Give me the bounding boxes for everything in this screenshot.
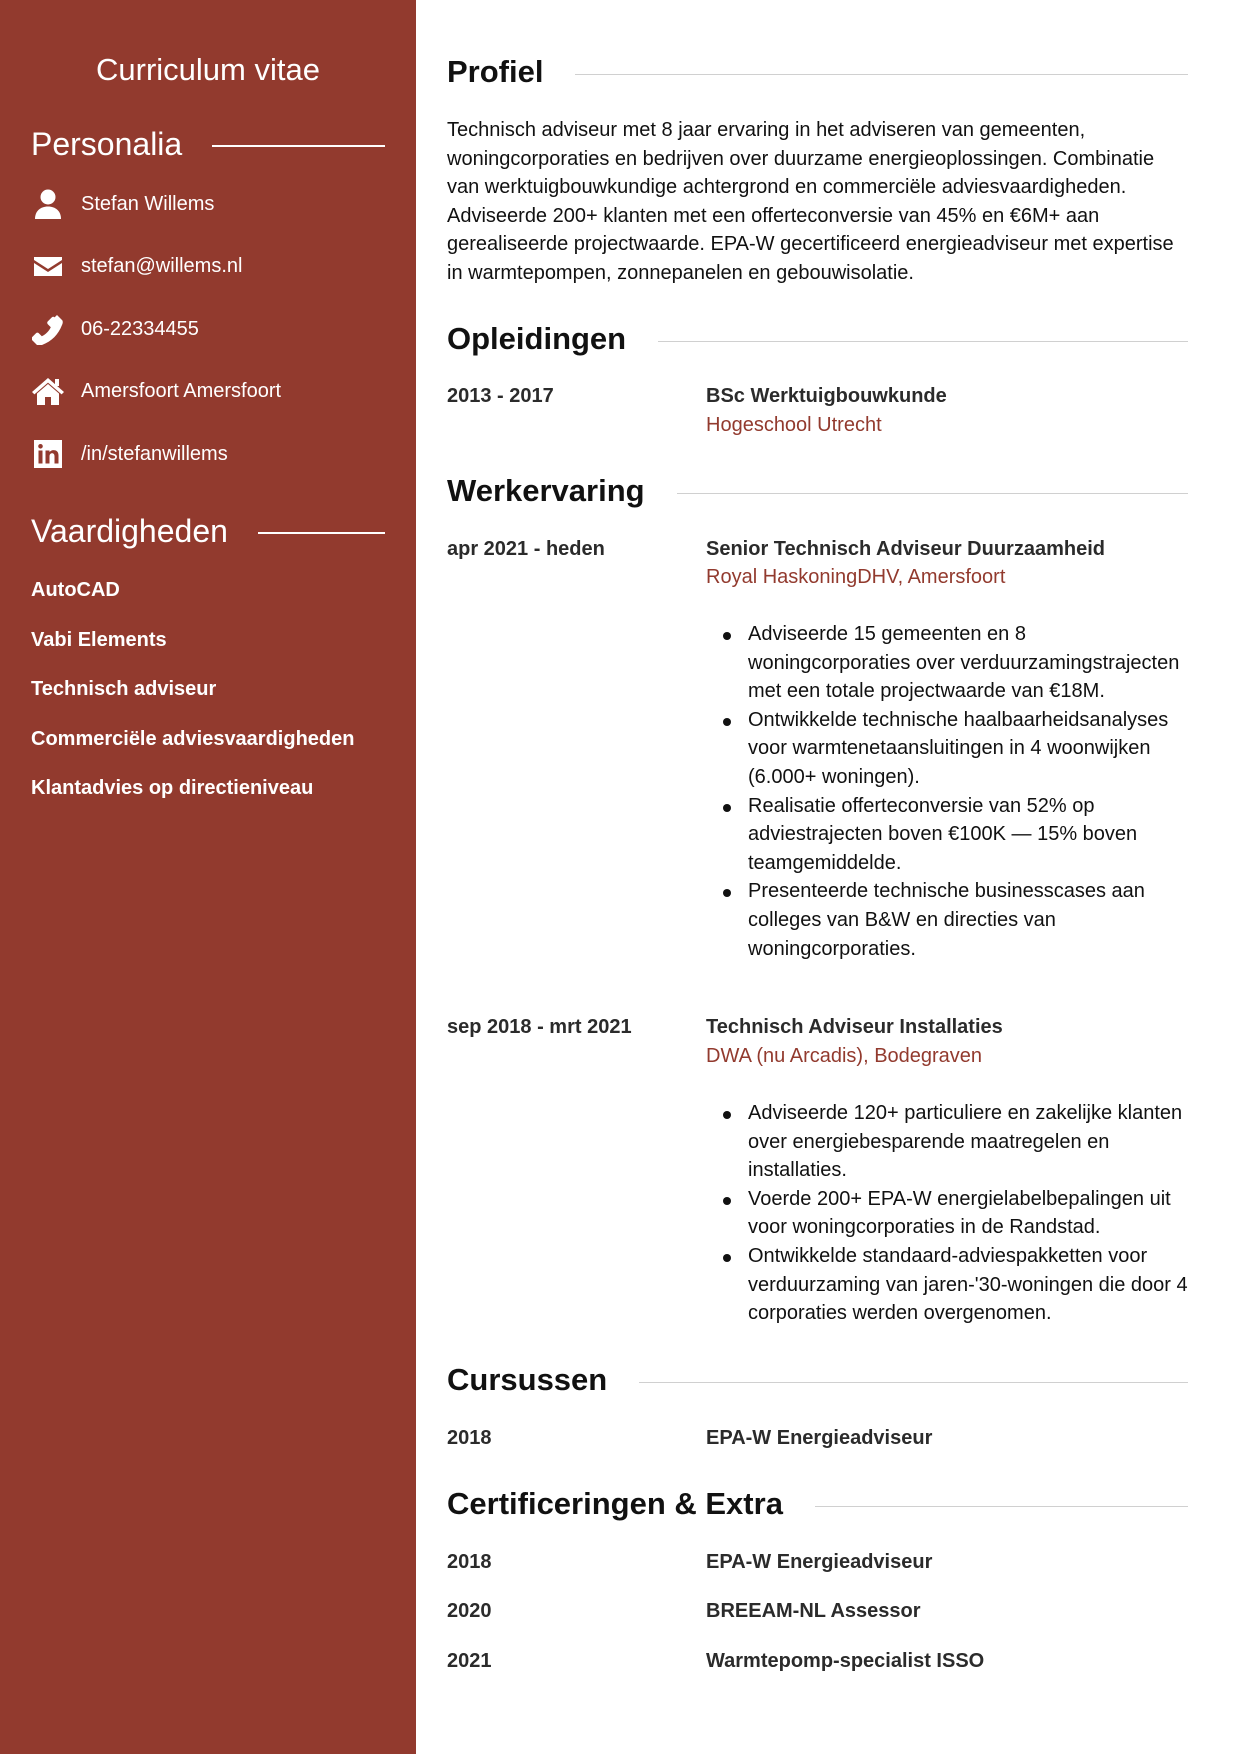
phone-icon [31, 312, 65, 346]
course-title: EPA-W Energieadviseur [706, 1427, 933, 1449]
contact-name [31, 184, 214, 224]
courses-heading [447, 1362, 1188, 1398]
skill-item: Vabi Elements [31, 629, 167, 651]
skill-item: AutoCAD [31, 579, 120, 601]
certification-year: 2021 [447, 1650, 492, 1672]
experience-heading-label: Werkervaring [447, 473, 645, 508]
job-bullet: Realisatie offerteconversie van 52% op adviestrajecten boven €100K — 15% boven teamgemiddelde. [706, 792, 1188, 878]
education-period: 2013 - 2017 [447, 385, 554, 407]
education-divider [658, 341, 1188, 342]
envelope-icon [31, 249, 65, 283]
job-bullets [706, 620, 1188, 963]
skills-heading [31, 513, 385, 550]
job-bullet: Presenteerde technische businesscases aan colleges van B&W en directies van woningcorporaties. [706, 877, 1188, 963]
profile-text: Technisch adviseur met 8 jaar ervaring in het adviseren van gemeenten, woningcorporaties en bedrijven over duurzame energieoplossingen. Combinatie van werktuigbouwkundige achtergrond en commerciële adviesvaardigheden. Adviseerde 200+ klanten met een offerteconversie van 45% en €6M+ aan gerealiseerde projectwaarde. EPA-W gecertificeerd energieadviseur met expertise in warmtepompen, zonnepanelen en gebouwisolatie. [447, 119, 1174, 284]
job-bullet: Ontwikkelde technische haalbaarheidsanalyses voor warmtenetaansluitingen in 4 woonwijken (6.000+ woningen). [706, 706, 1188, 792]
skill-item: Klantadvies op directieniveau [31, 777, 314, 799]
certification-year: 2020 [447, 1600, 492, 1622]
sidebar [0, 0, 416, 1754]
linkedin-icon [31, 437, 65, 471]
skills-divider [258, 532, 385, 534]
certifications-heading-label: Certificeringen & Extra [447, 1486, 783, 1521]
job-company: Royal HaskoningDHV, Amersfoort [706, 566, 1006, 588]
profile-heading-label: Profiel [447, 54, 544, 89]
job-title: Senior Technisch Adviseur Duurzaamheid [706, 538, 1105, 560]
profile-divider [575, 74, 1188, 75]
personalia-heading-label: Personalia [31, 126, 183, 162]
certification-title: BREEAM-NL Assessor [706, 1600, 921, 1622]
contact-email-text[interactable]: stefan@willems.nl [81, 254, 243, 277]
education-institution: Hogeschool Utrecht [706, 414, 882, 436]
job-bullet: Ontwikkelde standaard-adviespakketten voor verduurzaming van jaren-'30-woningen die door 4 corporaties werden overgenomen. [706, 1242, 1188, 1328]
contact-email[interactable] [31, 246, 242, 286]
cv-title: Curriculum vitae [96, 52, 320, 87]
skill-item: Technisch adviseur [31, 678, 217, 700]
skills-heading-label: Vaardigheden [31, 513, 228, 549]
home-icon [31, 374, 65, 408]
experience-divider [677, 493, 1188, 494]
certifications-divider [815, 1506, 1188, 1507]
contact-phone[interactable] [31, 309, 199, 349]
job-company: DWA (nu Arcadis), Bodegraven [706, 1045, 983, 1067]
job-period: apr 2021 - heden [447, 538, 605, 560]
skill-item: Commerciële adviesvaardigheden [31, 728, 355, 750]
certification-title: Warmtepomp-specialist ISSO [706, 1650, 985, 1672]
profile-heading [447, 54, 1188, 90]
contact-linkedin[interactable] [31, 434, 228, 474]
contact-linkedin-text[interactable]: /in/stefanwillems [81, 442, 228, 465]
personalia-heading [31, 126, 385, 163]
certification-title: EPA-W Energieadviseur [706, 1551, 933, 1573]
user-icon [31, 187, 65, 221]
job-bullet: Adviseerde 120+ particuliere en zakelijke klanten over energiebesparende maatregelen en installaties. [706, 1099, 1188, 1185]
experience-heading [447, 473, 1188, 509]
personalia-divider [212, 145, 385, 147]
job-period: sep 2018 - mrt 2021 [447, 1016, 632, 1038]
contact-address [31, 371, 281, 411]
job-title: Technisch Adviseur Installaties [706, 1016, 1003, 1038]
certification-year: 2018 [447, 1551, 492, 1573]
course-year: 2018 [447, 1427, 492, 1449]
contact-address-text: Amersfoort Amersfoort [81, 379, 282, 402]
courses-heading-label: Cursussen [447, 1362, 608, 1397]
education-title: BSc Werktuigbouwkunde [706, 385, 947, 407]
education-heading [447, 321, 1188, 357]
contact-phone-text[interactable]: 06-22334455 [81, 317, 199, 340]
certifications-heading [447, 1486, 1188, 1522]
job-bullets [706, 1099, 1188, 1328]
contact-name-text: Stefan Willems [81, 192, 215, 215]
job-bullet: Adviseerde 15 gemeenten en 8 woningcorporaties over verduurzamingstrajecten met een totale projectwaarde van €18M. [706, 620, 1188, 706]
education-heading-label: Opleidingen [447, 321, 627, 356]
courses-divider [639, 1382, 1188, 1383]
job-bullet: Voerde 200+ EPA-W energielabelbepalingen uit voor woningcorporaties in de Randstad. [706, 1185, 1188, 1242]
